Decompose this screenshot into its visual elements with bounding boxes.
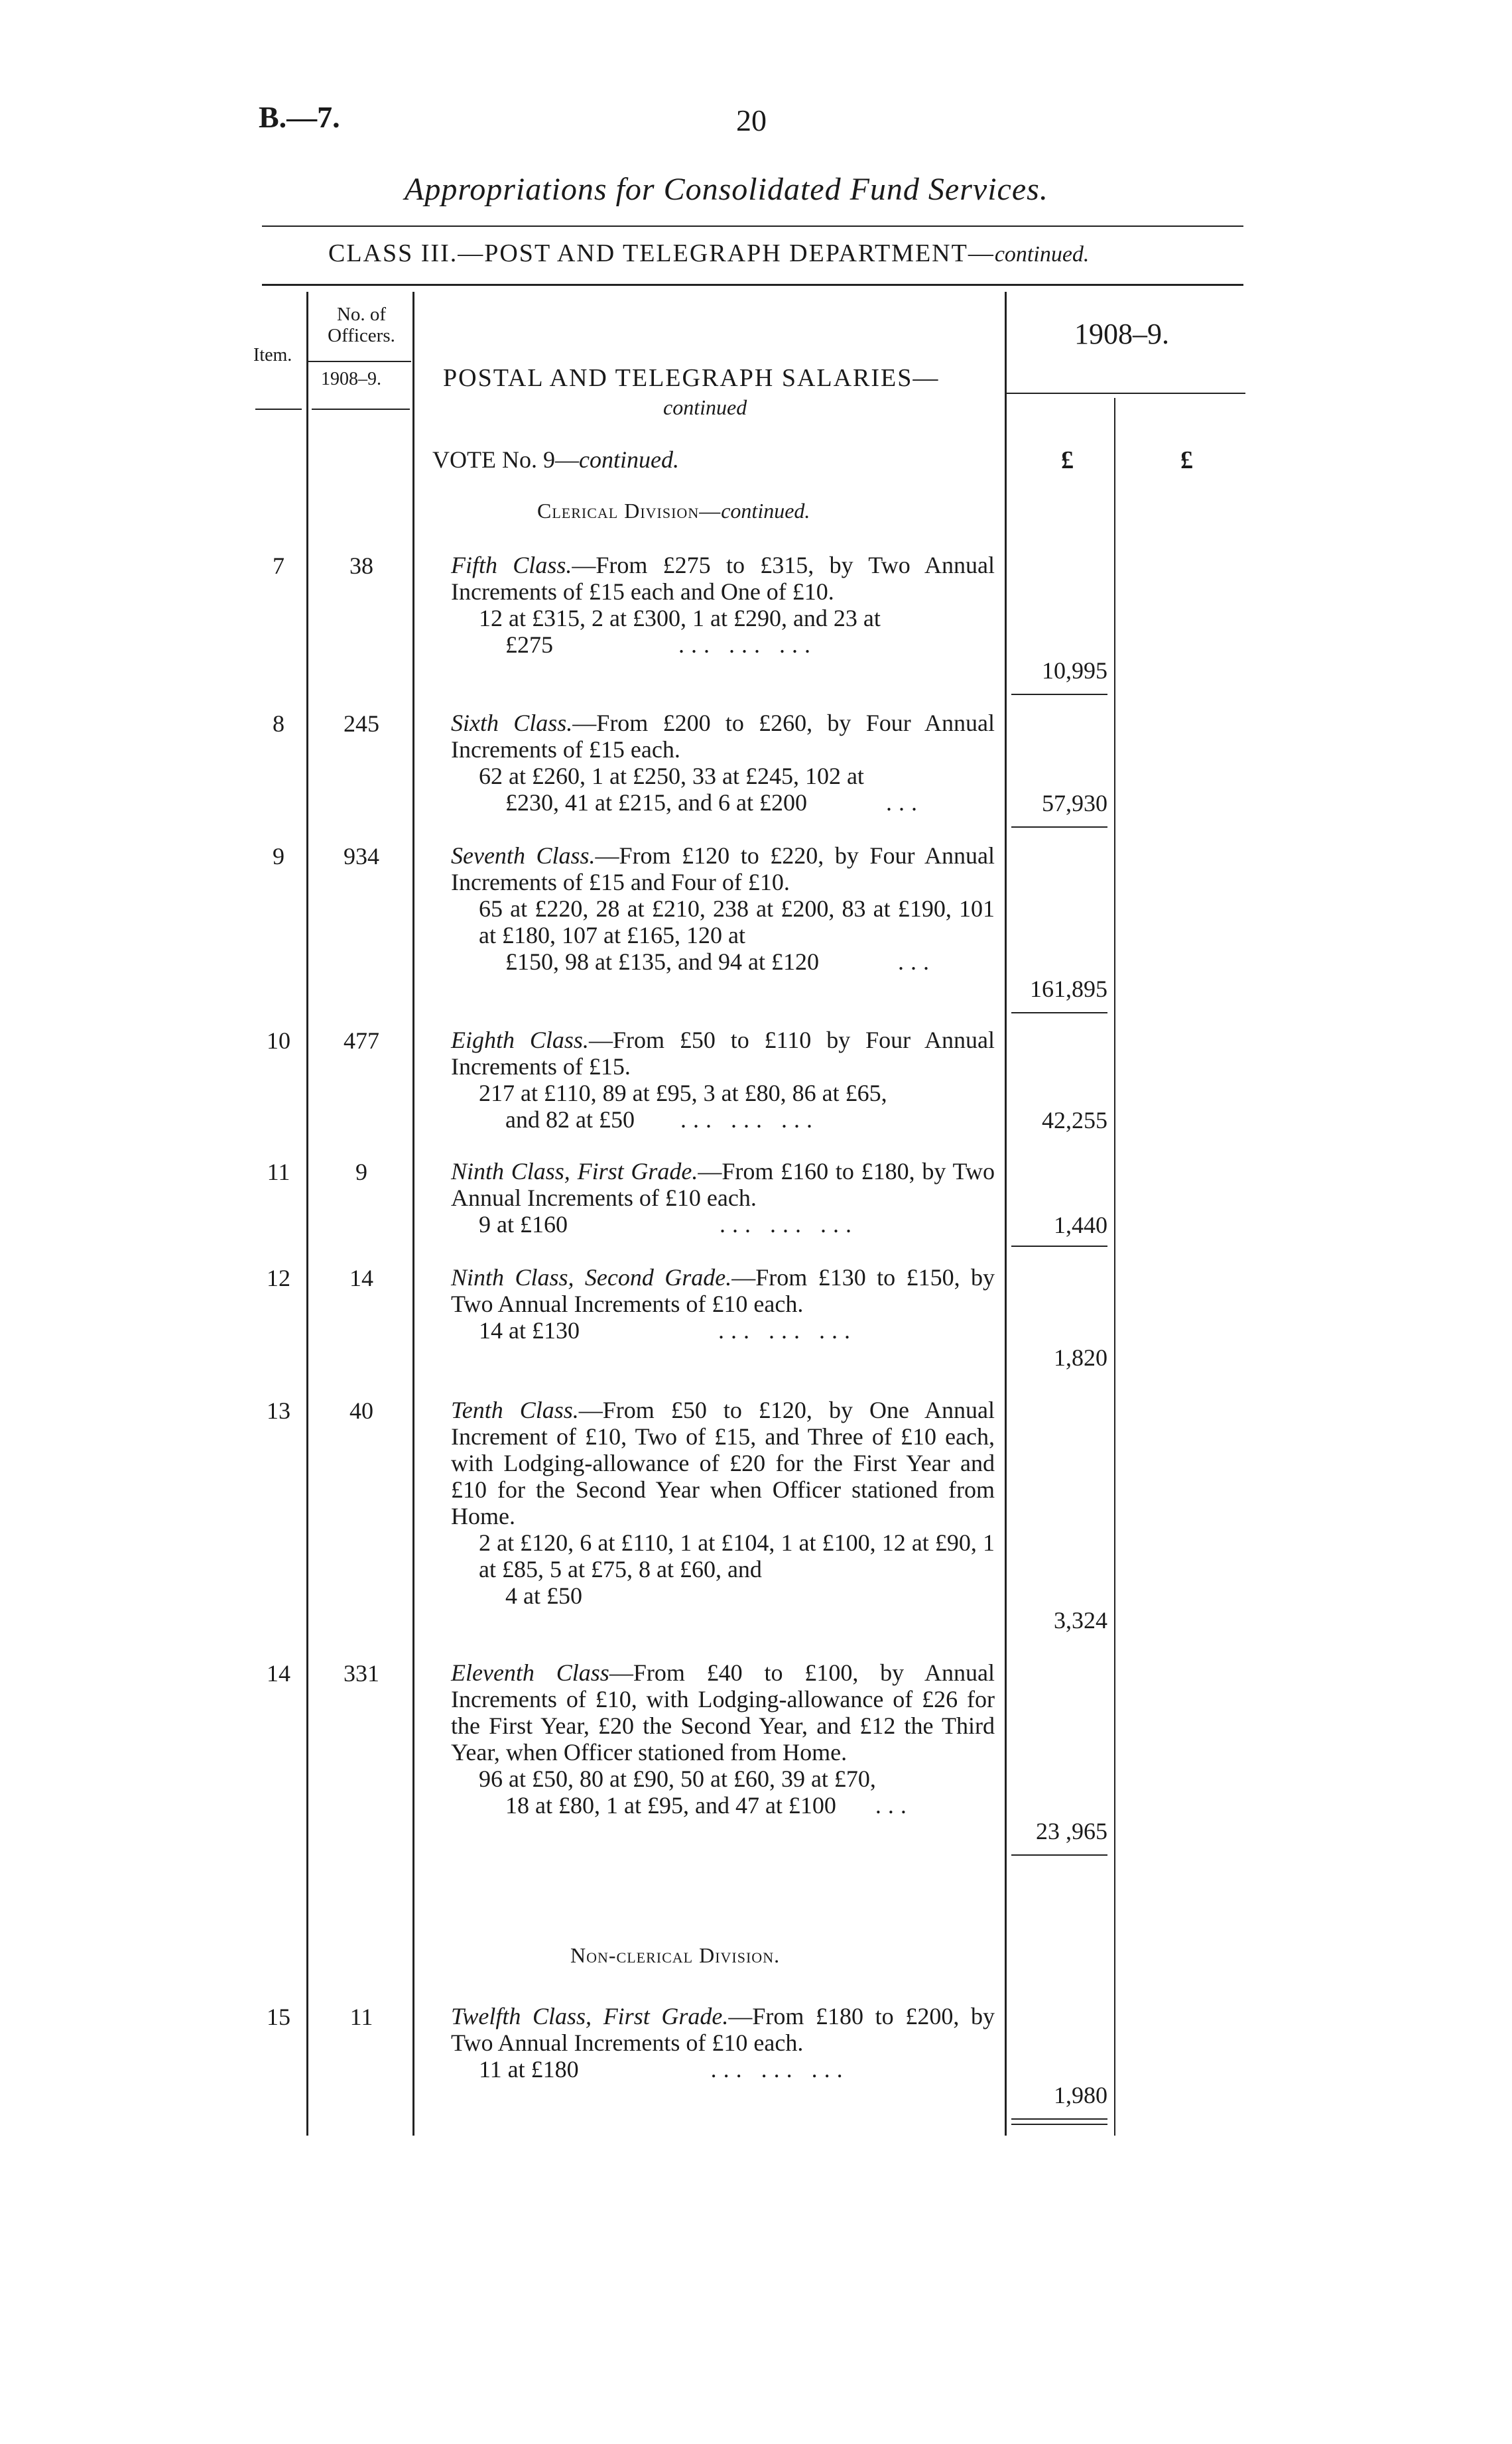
class-title-cont: continued. bbox=[994, 242, 1090, 267]
section-clerical-cont: continued. bbox=[721, 499, 810, 523]
officer-count: 245 bbox=[344, 710, 379, 737]
row-description bbox=[451, 1264, 995, 1344]
amount-rule bbox=[1011, 1012, 1107, 1013]
col-head-officers-year: 1908–9. bbox=[321, 369, 381, 389]
officer-count: 40 bbox=[349, 1397, 373, 1424]
officer-count: 11 bbox=[349, 2004, 373, 2030]
leader-dots: ... ... ... bbox=[678, 631, 817, 658]
pound-col-2: £ bbox=[1180, 446, 1193, 474]
officer-count: 477 bbox=[344, 1027, 379, 1054]
row-description bbox=[451, 2003, 995, 2083]
allocation: 217 at £110, 89 at £95, 3 at £80, 86 at £65, bbox=[479, 1080, 887, 1106]
amount-rule bbox=[1011, 2118, 1107, 2120]
leader-dots: ... bbox=[885, 789, 924, 816]
officer-count: 9 bbox=[355, 1159, 367, 1185]
amount: 57,930 bbox=[1042, 790, 1107, 816]
class-name: Eighth Class. bbox=[451, 1027, 589, 1053]
allocation: 2 at £120, 6 at £110, 1 at £104, 1 at £100, 12 at £90, 1 at £85, 5 at £75, 8 at £60, and bbox=[479, 1529, 995, 1582]
class-terms: —From £50 to £120, by One Annual Increment of £10, Two of £15, and Three of £10 each, with Lodging-allowance of £20 for the First Year and £10 for the Second Year when Officer stationed from Home. bbox=[451, 1397, 995, 1529]
page-subtitle: Appropriations for Consolidated Fund Services. bbox=[405, 172, 1048, 207]
vote-label bbox=[432, 446, 679, 474]
row-description bbox=[451, 552, 995, 658]
allocation: 11 at £180 bbox=[479, 2056, 579, 2083]
section-clerical-main: Clerical Division— bbox=[537, 499, 722, 523]
row-description bbox=[451, 1027, 995, 1133]
allocation: 14 at £130 bbox=[479, 1317, 580, 1344]
officer-count: 38 bbox=[349, 552, 373, 579]
allocation-end: £275 bbox=[505, 631, 553, 658]
amount-rule bbox=[1011, 1854, 1107, 1856]
allocation-end: and 82 at £50 bbox=[505, 1106, 635, 1133]
item-number: 7 bbox=[273, 552, 284, 579]
allocation: 65 at £220, 28 at £210, 238 at £200, 83 at £190, 101 at £180, 107 at £165, 120 at bbox=[479, 895, 995, 948]
section-nonclerical: Non-clerical Division. bbox=[570, 1943, 781, 1967]
item-number: 15 bbox=[267, 2004, 290, 2030]
row-description bbox=[451, 1397, 995, 1609]
row-description bbox=[451, 1158, 995, 1238]
amount-rule bbox=[1011, 826, 1107, 828]
col-head-title-cont: continued bbox=[663, 395, 747, 419]
class-terms: —From £275 to £315, by Two Annual Increments of £15 each and One of £10. bbox=[451, 552, 995, 605]
class-name: Ninth Class, Second Grade. bbox=[451, 1264, 732, 1291]
class-name: Ninth Class, First Grade. bbox=[451, 1158, 698, 1185]
item-number: 14 bbox=[267, 1660, 290, 1687]
class-name: Seventh Class. bbox=[451, 842, 596, 869]
allocation-end: £150, 98 at £135, and 94 at £120 bbox=[505, 948, 819, 975]
vote-main: VOTE No. 9— bbox=[432, 446, 579, 473]
officer-count: 934 bbox=[344, 843, 379, 869]
item-number: 11 bbox=[267, 1159, 290, 1185]
allocation: 62 at £260, 1 at £250, 33 at £245, 102 at bbox=[479, 763, 864, 789]
amount: 161,895 bbox=[1030, 976, 1107, 1002]
officer-count: 14 bbox=[349, 1265, 373, 1291]
row-description bbox=[451, 842, 995, 975]
section-clerical bbox=[537, 499, 810, 523]
rule-under-class bbox=[262, 284, 1243, 286]
class-terms: —From £40 to £100, by Annual Increments of £10, with Lodging-allowance of £26 for the First Year, £20 the Second Year, and £12 the Third Year, when Officer stationed from Home. bbox=[451, 1659, 995, 1766]
allocation: 12 at £315, 2 at £300, 1 at £290, and 23 at bbox=[479, 605, 881, 631]
amount: 1,820 bbox=[1054, 1344, 1107, 1371]
allocation-end: 4 at £50 bbox=[505, 1582, 582, 1609]
pound-col-1: £ bbox=[1061, 446, 1074, 474]
class-name: Eleventh Class bbox=[451, 1659, 609, 1686]
page-reference: B.—7. bbox=[259, 100, 340, 134]
class-terms: —From £120 to £220, by Four Annual Increments of £15 and Four of £10. bbox=[451, 842, 995, 895]
class-title bbox=[328, 239, 1089, 268]
item-number: 13 bbox=[267, 1397, 290, 1424]
class-terms: —From £180 to £200, by Two Annual Increments of £10 each. bbox=[451, 2003, 995, 2056]
rule-head-item bbox=[255, 409, 302, 410]
item-number: 9 bbox=[273, 843, 284, 869]
col-head-item: Item. bbox=[253, 345, 292, 365]
item-number: 10 bbox=[267, 1027, 290, 1054]
leader-dots: ... ... ... bbox=[710, 2056, 850, 2083]
allocation: 9 at £160 bbox=[479, 1211, 568, 1238]
amount: 1,440 bbox=[1054, 1212, 1107, 1238]
class-name: Tenth Class. bbox=[451, 1397, 579, 1423]
rule-year-head bbox=[1007, 393, 1245, 394]
allocation-end: £230, 41 at £215, and 6 at £200 bbox=[505, 789, 807, 816]
row-description bbox=[451, 710, 995, 816]
col-rule-4 bbox=[1114, 398, 1115, 2136]
class-terms: —From £130 to £150, by Two Annual Increments of £10 each. bbox=[451, 1264, 995, 1317]
class-terms: —From £200 to £260, by Four Annual Increments of £15 each. bbox=[451, 710, 995, 763]
class-name: Twelfth Class, First Grade. bbox=[451, 2003, 729, 2029]
col-rule-2 bbox=[412, 292, 414, 2136]
amount: 1,980 bbox=[1054, 2082, 1107, 2108]
rule-officers-head bbox=[308, 361, 411, 362]
col-head-officers: No. of Officers. bbox=[328, 304, 395, 346]
amount-rule bbox=[1011, 694, 1107, 695]
item-number: 8 bbox=[273, 710, 284, 737]
officer-count: 331 bbox=[344, 1660, 379, 1687]
class-name: Fifth Class. bbox=[451, 552, 572, 578]
col-rule-3 bbox=[1005, 292, 1007, 2136]
amount: 42,255 bbox=[1042, 1107, 1107, 1133]
leader-dots: ... ... ... bbox=[718, 1317, 857, 1344]
leader-dots: ... bbox=[897, 948, 936, 975]
col-rule-1 bbox=[306, 292, 308, 2136]
page-number: 20 bbox=[736, 103, 767, 137]
leader-dots: ... bbox=[875, 1792, 913, 1819]
class-title-main: CLASS III.—POST AND TELEGRAPH DEPARTMENT— bbox=[328, 239, 995, 267]
allocation-end: 18 at £80, 1 at £95, and 47 at £100 bbox=[505, 1792, 836, 1819]
amount: 10,995 bbox=[1042, 657, 1107, 684]
class-name: Sixth Class. bbox=[451, 710, 573, 736]
class-terms: —From £50 to £110 by Four Annual Increments of £15. bbox=[451, 1027, 995, 1080]
leader-dots: ... ... ... bbox=[680, 1106, 819, 1133]
leader-dots: ... ... ... bbox=[719, 1211, 858, 1238]
amount-rule-double bbox=[1011, 2124, 1107, 2125]
amount: 3,324 bbox=[1054, 1607, 1107, 1634]
amount-rule bbox=[1011, 1246, 1107, 1247]
row-description bbox=[451, 1659, 995, 1819]
rule-head-officers bbox=[312, 409, 410, 410]
rule-top bbox=[262, 225, 1243, 227]
allocation: 96 at £50, 80 at £90, 50 at £60, 39 at £70, bbox=[479, 1766, 876, 1792]
class-terms: —From £160 to £180, by Two Annual Increments of £10 each. bbox=[451, 1158, 995, 1211]
col-head-title: POSTAL AND TELEGRAPH SALARIES— bbox=[443, 364, 940, 392]
item-number: 12 bbox=[267, 1265, 290, 1291]
amount: 23 ,965 bbox=[1036, 1818, 1107, 1844]
col-head-year: 1908–9. bbox=[1074, 318, 1169, 350]
vote-cont: continued. bbox=[578, 446, 679, 473]
